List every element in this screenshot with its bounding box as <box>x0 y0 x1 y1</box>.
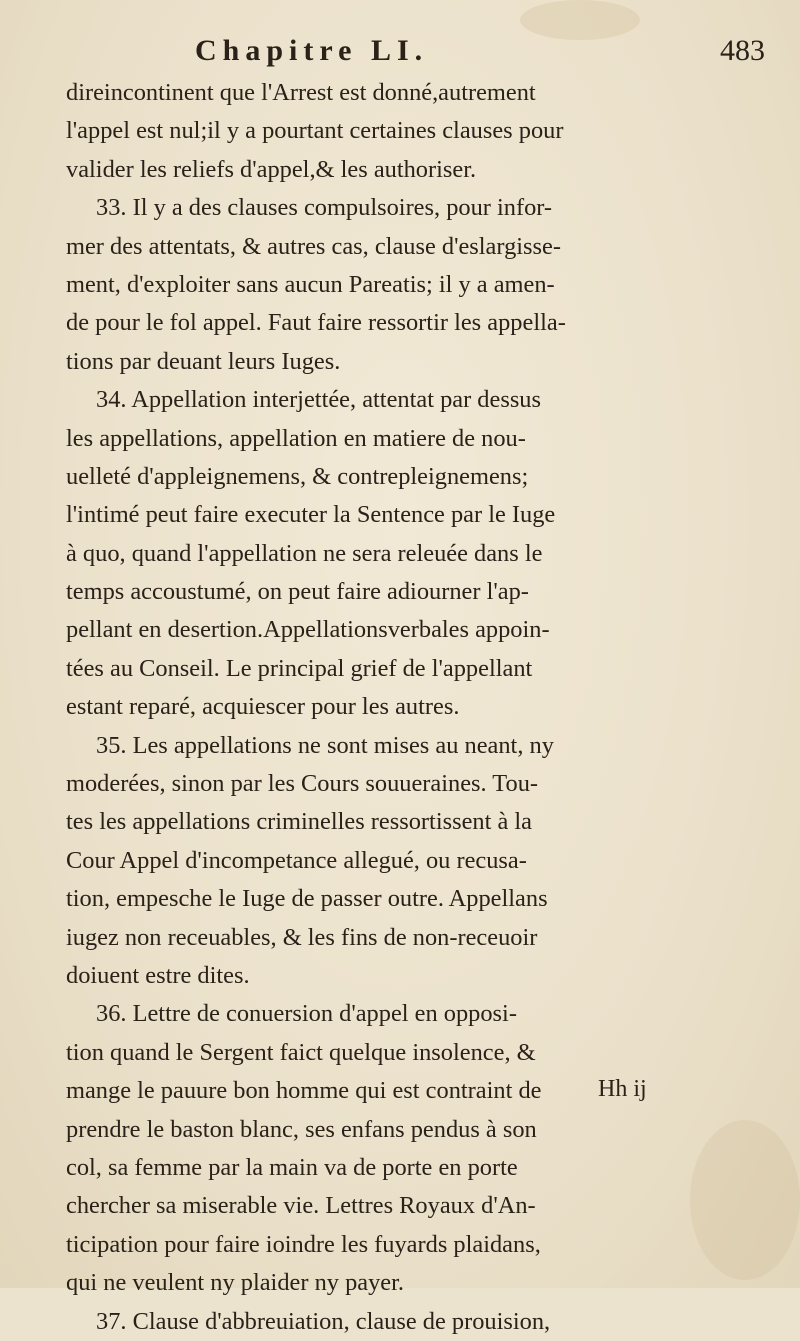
text-line: l'appel est nul;il y a pourtant certaines clauses pour <box>66 117 564 145</box>
paragraph-start: 35. Les appellations ne sont mises au neant, ny <box>96 731 554 759</box>
text-body <box>66 74 766 1341</box>
signature-mark: Hh ij <box>598 1076 647 1102</box>
chapter-heading: Chapitre LI. <box>195 34 429 67</box>
paragraph-start: 36. Lettre de conuersion d'appel en opposi- <box>96 1000 517 1028</box>
text-line: de pour le fol appel. Faut faire ressortir les appella- <box>66 309 566 337</box>
text-line: ment, d'exploiter sans aucun Pareatis; il y a amen- <box>66 270 555 298</box>
text-line: tées au Conseil. Le principal grief de l'appellant <box>66 654 533 682</box>
text-line: iugez non receuables, & les fins de non-receuoir <box>66 923 538 951</box>
text-line: valider les reliefs d'appel,& les authoriser. <box>66 155 477 183</box>
text-line: prendre le baston blanc, ses enfans pendus à son <box>66 1115 537 1143</box>
text-line: mange le pauure bon homme qui est contraint de <box>66 1077 542 1105</box>
text-line: uelleté d'appleignemens, & contrepleignemens; <box>66 462 529 490</box>
text-line: qui ne veulent ny plaider ny payer. <box>66 1269 404 1297</box>
page-number: 483 <box>720 34 765 67</box>
text-line: moderées, sinon par les Cours souueraines. Tou- <box>66 770 539 798</box>
paragraph-start: 34. Appellation interjettée, attentat par dessus <box>96 386 541 414</box>
text-line: ticipation pour faire ioindre les fuyards plaidans, <box>66 1230 541 1258</box>
text-line: tes les appellations criminelles ressortissent à la <box>66 808 533 836</box>
page-header <box>195 34 765 78</box>
text-line: estant reparé, acquiescer pour les autres. <box>66 693 460 721</box>
text-line: direincontinent que l'Arrest est donné,autrement <box>66 79 536 106</box>
text-line: Cour Appel d'incompetance allegué, ou recusa- <box>66 846 527 874</box>
text-line: mer des attentats, & autres cas, clause d'eslargisse- <box>66 232 561 260</box>
text-line: doiuent estre dites. <box>66 961 250 989</box>
text-line: à quo, quand l'appellation ne sera releuée dans le <box>66 539 543 567</box>
text-line: les appellations, appellation en matiere de nou- <box>66 424 526 452</box>
text-line: pellant en desertion.Appellationsverbales appoin- <box>66 616 550 644</box>
text-line: tion, empesche le Iuge de passer outre. Appellans <box>66 885 548 913</box>
text-line: tion quand le Sergent faict quelque insolence, & <box>66 1038 536 1066</box>
text-line: tions par deuant leurs Iuges. <box>66 347 341 375</box>
text-line: temps accoustumé, on peut faire adiourner l'ap- <box>66 578 529 606</box>
text-line: chercher sa miserable vie. Lettres Royaux d'An- <box>66 1192 536 1220</box>
paragraph-start: 37. Clause d'abbreuiation, clause de prouision, <box>96 1307 551 1335</box>
paragraph-start: 33. Il y a des clauses compulsoires, pour infor- <box>96 194 553 222</box>
text-line: col, sa femme par la main va de porte en porte <box>66 1153 518 1181</box>
text-line: l'intimé peut faire executer la Sentence par le Iuge <box>66 501 556 529</box>
